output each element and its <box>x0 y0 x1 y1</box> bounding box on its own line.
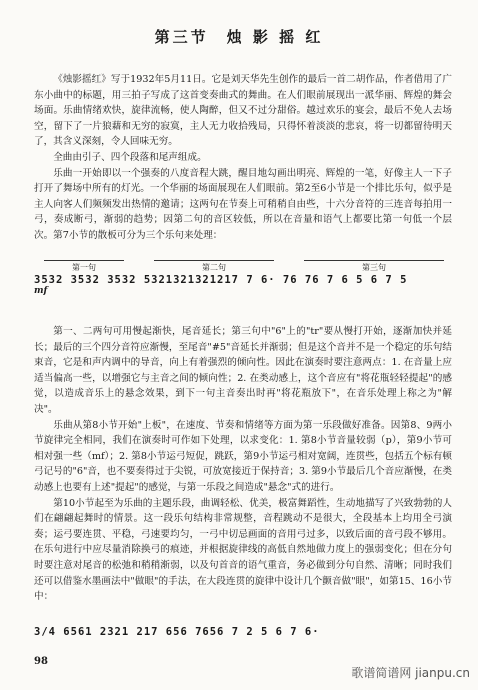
paragraph-3: 乐曲一开始即以一个强奏的八度音程大跳，醒目地勾画出明亮、辉煌的一笔，好像主人一下子打开了舞场中所有的灯光。一个华丽的场面展现在人们眼前。第2至6小节是一个排比乐句，似乎是主人向客人们频频发出热情的邀请；这两句在节奏上可稍稍自由些，十六分音符的三连音每拍用一弓，奏成断弓，渐弱的趋势；因第二句的音区较低，所以在音量和语气上都要比第一句低一个层次。第7小节的散板可分为三个乐句来处理： <box>34 167 452 241</box>
phrase-label-2: 第二句 <box>154 260 274 273</box>
analysis-text <box>34 324 452 605</box>
notation-line-1: 3532 3532 3532 5321321321217 7 6· 76 76 7 6 5 6 7 5 <box>34 274 408 286</box>
page-number: 98 <box>34 656 48 667</box>
phrase-markers <box>34 260 452 274</box>
score-excerpt-1 <box>34 260 452 296</box>
phrase-label-3: 第三句 <box>304 260 444 273</box>
dynamic-mark: mf <box>34 286 48 296</box>
paragraph-5: 乐曲从第8小节开始"上板"，在速度、节奏和情绪等方面为第一乐段做好准备。因第8、9两小节旋律完全相同，我们在演奏时可作如下处理，以求变化：1. 第8小节音量较弱（p），第9小节可相对强一些（mf）；2. 第8小节运弓短促，跳跃，第9小节运弓相对宽阔，连贯些，包括五个标有顿弓记号的"6"音，也不要奏得过于尖锐，可放宽接近于保持音；3. 第9小节最后几个音应渐慢，在类动感上也要有上述"提起"的感觉，与第一乐段之间造成"悬念"式的进行。 <box>34 419 452 493</box>
site-watermark: 歌谱简谱网 jianpu.cn <box>351 666 470 680</box>
section-title: 第三节 烛 影 摇 红 <box>154 28 324 46</box>
time-signature: 3/4 <box>34 626 56 638</box>
paragraph-6: 第10小节起至为乐曲的主题乐段，曲调轻松、优美，极富舞蹈性，生动地描写了兴致勃勃的人们在翩翩起舞时的情景。这一段乐句结构非常规整，音程跳动不是很大，全段基本上均用全弓演奏；运弓要连贯、平稳，弓速要均匀，一弓中切忌画面的音用弓过多，以致后面的音弓段不够用。在乐句进行中应尽量消除换弓的痕迹，并根据旋律线的高低自然地做力度上的强弱变化；但在分句时要注意对尾音的松弛和稍稍渐弱，以及句首音的语气重音，务必做到分句自然、清晰；同时我们还可以借鉴水墨画法中"做眼"的手法，在大段连贯的旋律中设计几个颤音做"眼"，如第15、16小节中： <box>34 497 452 603</box>
intro-text <box>34 72 452 244</box>
paragraph-1: 《烛影摇红》写于1932年5月11日。它是刘天华先生创作的最后一首二胡作品，作者借用了广东小曲中的标题，用三拍子写成了这首变奏曲式的舞曲。在人们眼前展现出一派华丽、辉煌的舞会场面。乐曲情绪欢快，旋律流畅，使人陶醉，但又不过分甜俗。越过欢乐的宴会，最后不免人去场空，留下了一片狼藉和无穷的寂寞，主人无力收拾残局，只得怀着淡淡的悲哀，将一切都留待明天了，其含义深刻，令人回味无穷。 <box>34 74 452 148</box>
phrase-label-1: 第一句 <box>44 260 124 273</box>
paragraph-4: 第一、二两句可用慢起渐快，尾音延长；第三句中"6"上的"tr"要从慢打开始，逐渐加快并延长；最后的三个四分音符应渐慢，至尾音"#5"音延长并渐弱；但是这个音并不是一个稳定的乐句结束音，它是和声内调中的导音，向上有着强烈的倾向性。因此在演奏时要注意两点：1. 在音量上应适当偏高一些，以增强它与主音之间的倾向性；2. 在类动感上，这个音应有"将花瓶轻轻提起"的感觉，以造成音乐上的悬念效果，到下一句主音奏出时再"将花瓶放下"，在音乐处理上称之为"解决"。 <box>34 326 452 415</box>
notation-line-2: 6561 2321 217 656 7656 7 2 5 6 7 6· <box>63 626 320 638</box>
score-excerpt-2 <box>34 626 452 638</box>
paragraph-2: 全曲由引子、四个段落和尾声组成。 <box>53 151 207 163</box>
